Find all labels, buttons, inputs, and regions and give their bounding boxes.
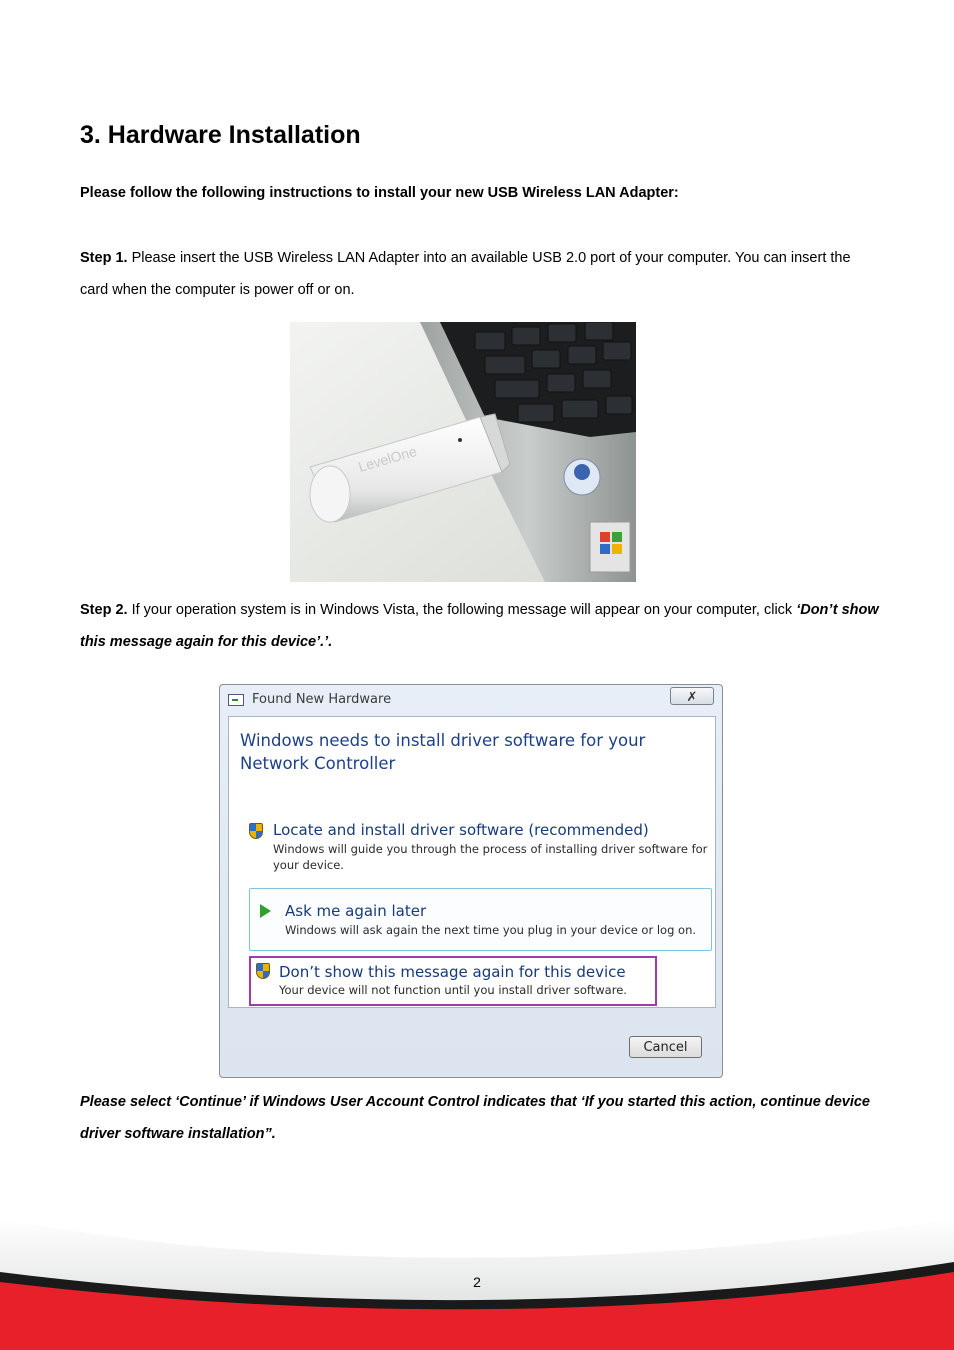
option-title: Locate and install driver software (recommended): [273, 821, 649, 839]
option-description: Windows will guide you through the process of installing driver software for your device.: [273, 842, 708, 872]
dialog-title: Found New Hardware: [252, 692, 392, 707]
intro-text: Please follow the following instructions to install your new USB Wireless LAN Adapter:: [80, 185, 679, 201]
dialog-body: [228, 716, 716, 1008]
option-title: Ask me again later: [285, 902, 427, 920]
step-2-paragraph: [80, 594, 880, 658]
option-ask-later[interactable]: [249, 888, 712, 951]
svg-text:LevelOne: LevelOne: [356, 442, 419, 475]
step-1-text: Please insert the USB Wireless LAN Adapter into an available USB 2.0 port of your computer. You can insert the card when the computer is power off or on.: [80, 250, 851, 298]
page-number: 2: [473, 1274, 481, 1290]
step-2-text: If your operation system is in Windows Vista, the following message will appear on your computer, click: [127, 602, 797, 618]
cancel-button[interactable]: Cancel: [629, 1036, 702, 1058]
usb-adapter-photo: [290, 322, 636, 582]
option-dont-show-again[interactable]: [249, 956, 657, 1006]
step-2-emphasis: ‘Don’t show this message again for this device’.’.: [80, 602, 879, 650]
dialog-footer: [220, 1008, 722, 1077]
shield-icon: [249, 823, 265, 841]
usb-adapter-illustration: [290, 322, 636, 582]
uac-note: Please select ‘Continue’ if Windows User Account Control indicates that ‘If you started this action, continue device driver software installation”.: [80, 1094, 870, 1142]
dialog-titlebar: [220, 685, 722, 713]
option-description: Your device will not function until you install driver software.: [279, 983, 627, 997]
dialog-heading: Windows needs to install driver software for your Network Controller: [240, 731, 646, 773]
section-title: 3. Hardware Installation: [80, 121, 361, 149]
found-new-hardware-dialog: [219, 684, 723, 1078]
option-title: Don’t show this message again for this device: [279, 963, 626, 981]
hardware-icon: [228, 694, 244, 706]
green-arrow-icon: [260, 903, 276, 921]
option-description: Windows will ask again the next time you plug in your device or log on.: [285, 923, 697, 937]
shield-icon: [256, 963, 272, 981]
step-1-label: Step 1.: [80, 250, 128, 266]
close-button[interactable]: ✗: [670, 687, 714, 705]
step-2-label: Step 2.: [80, 602, 128, 618]
option-locate-install[interactable]: [249, 821, 709, 881]
step-1-paragraph: [80, 242, 880, 306]
